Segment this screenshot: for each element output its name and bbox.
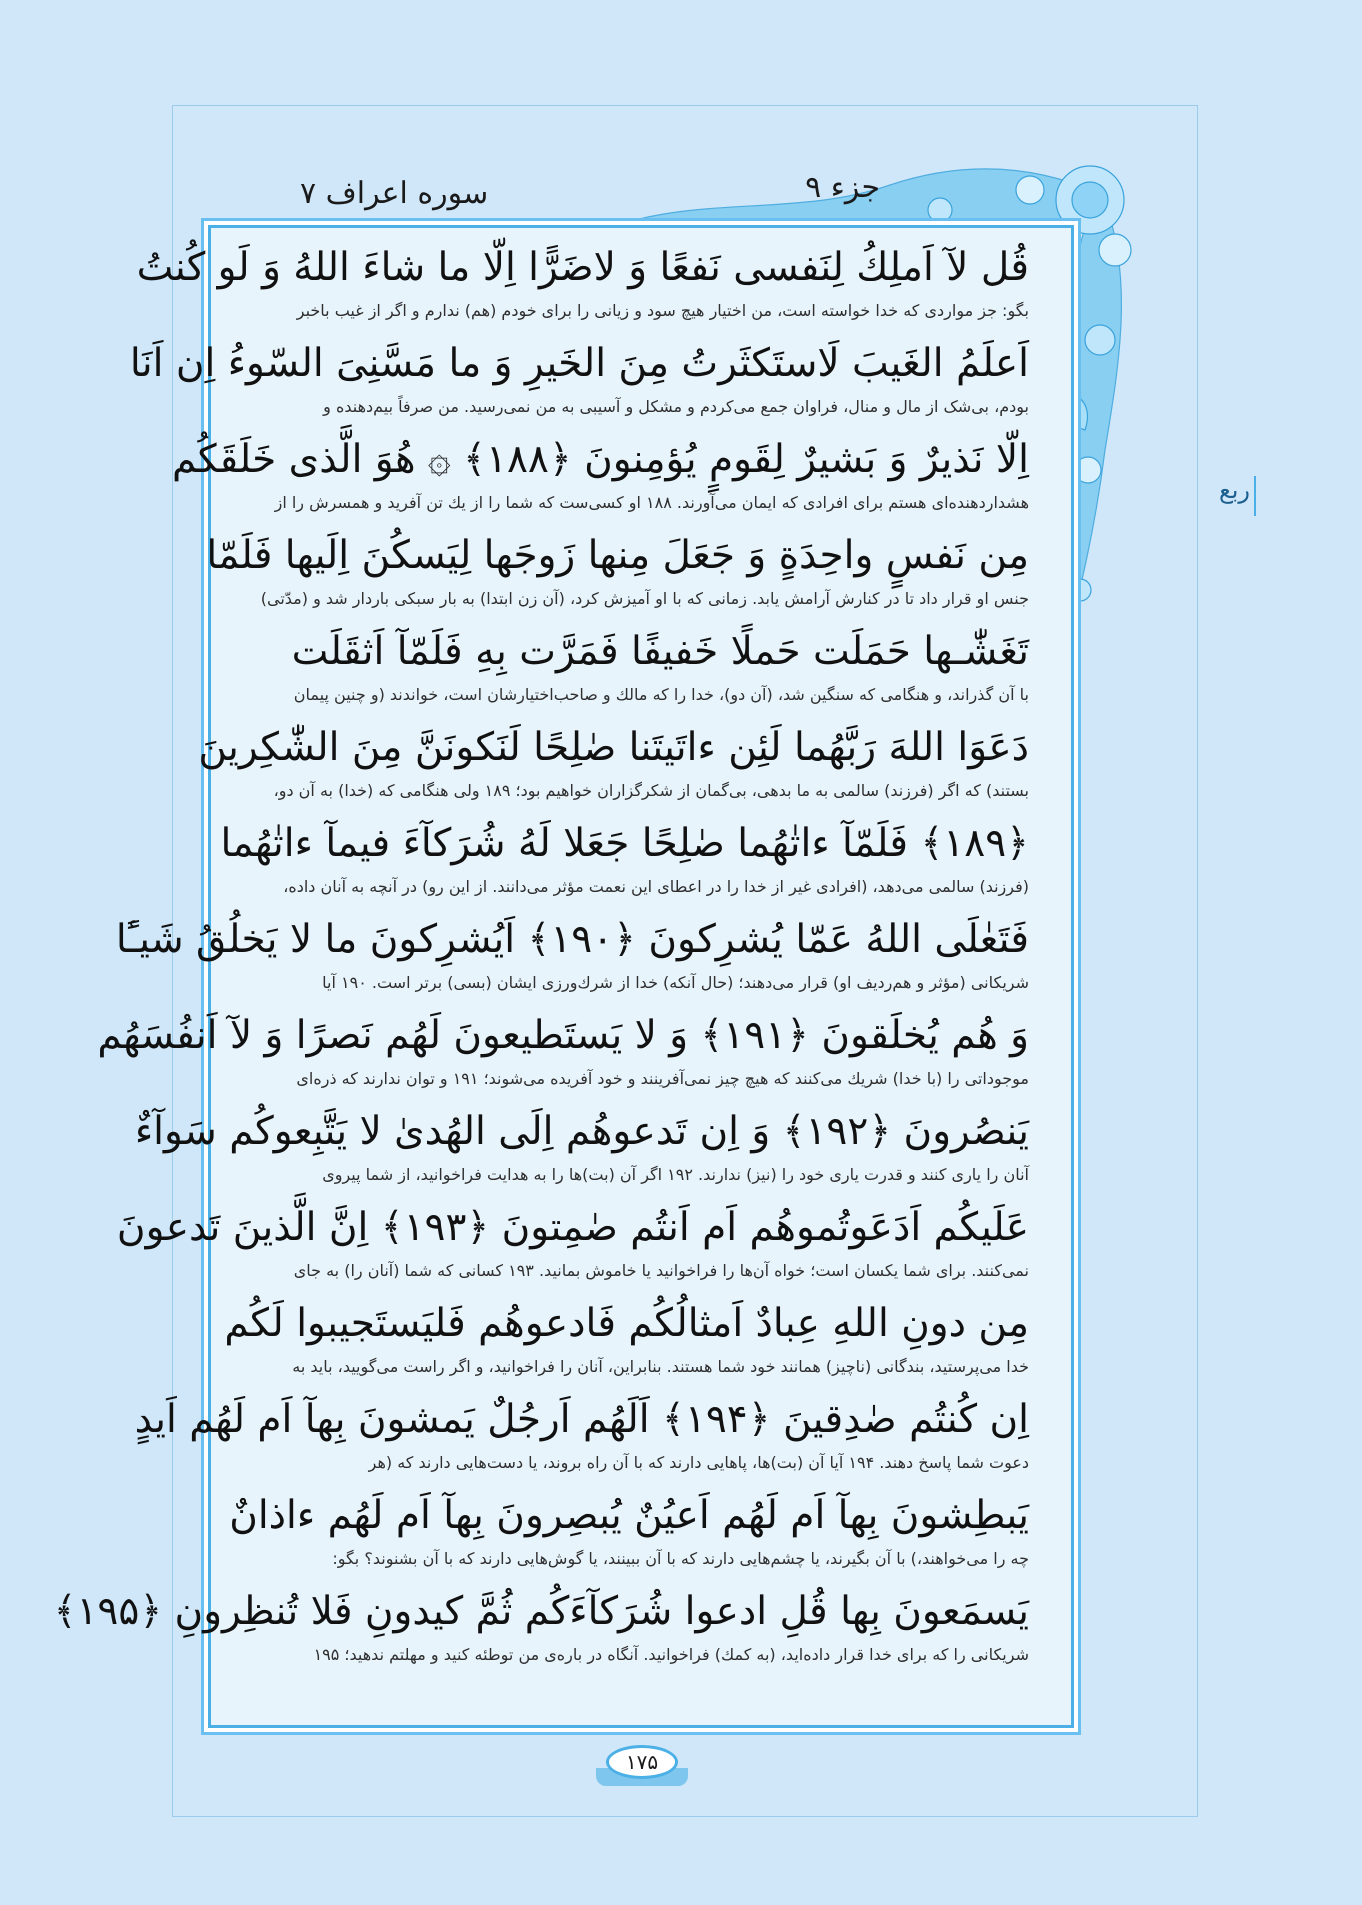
translation-line: خدا می‌پرستید، بندگانی (ناچیز) همانند خود شما هستند. بنابراین، آنان را فراخوانید، و اگر راست می‌گویید، باید به (292, 1357, 1029, 1376)
arabic-line: فَتَعٰلَی اللهُ عَمّا یُشرِکونَ ﴿۱۹۰﴾ اَیُشرِکونَ ما لا یَخلُقُ شَیـًٔا (115, 917, 1029, 962)
translation-line: موجوداتی را (با خدا) شریك می‌کنند که هیچ چیز نمی‌آفرینند و خود آفریده می‌شوند؛ ۱۹۱ و توان ندارند که ذره‌ای (296, 1069, 1029, 1088)
translation-line: با آن گذراند، و هنگامی که سنگین شد، (آن دو)، خدا را که مالك و صاحب‌اختیارشان است، خواندند (و چنین پیمان (293, 685, 1029, 704)
translation-line: شریکانی (مؤثر و هم‌ردیف او) قرار می‌دهند؛ (حال آنکه) خدا از شرك‌ورزی ایشان (بسی) برتر است. ۱۹۰ آیا (322, 973, 1029, 992)
translation-line: هشداردهنده‌ای هستم برای افرادی که ایمان می‌آورند. ۱۸۸ او کسی‌ست که شما را از یك تن آفرید و همسرش را از (274, 493, 1029, 512)
arabic-line: وَ هُم یُخلَقونَ ﴿۱۹۱﴾ وَ لا یَستَطیعونَ لَهُم نَصرًا وَ لآ اَنفُسَهُم (97, 1013, 1029, 1058)
juz-label: جزء ۹ (805, 170, 880, 205)
arabic-line: یَنصُرونَ ﴿۱۹۲﴾ وَ اِن تَدعوهُم اِلَی الهُدیٰ لا یَتَّبِعوکُم سَوآءٌ (134, 1109, 1029, 1154)
text-panel (53, 225, 1074, 1728)
arabic-line: یَسمَعونَ بِها قُلِ ادعوا شُرَکآءَکُم ثُمَّ کیدونِ فَلا تُنظِرونِ ﴿۱۹۵﴾ (53, 1589, 1029, 1634)
arabic-line: یَبطِشونَ بِهآ اَم لَهُم اَعیُنٌ یُبصِرونَ بِهآ اَم لَهُم ءاذانٌ (229, 1493, 1029, 1538)
arabic-line: اَعلَمُ الغَیبَ لَاستَکثَرتُ مِنَ الخَیرِ وَ ما مَسَّنِیَ السّوءُ اِن اَنَا (129, 341, 1029, 386)
arabic-line: عَلَیکُم اَدَعَوتُموهُم اَم اَنتُم صٰمِتونَ ﴿۱۹۳﴾ اِنَّ الَّذینَ تَدعونَ (116, 1205, 1029, 1250)
translation-line: (فرزند) سالمی می‌دهد، (افرادی غیر از خدا را در اعطای این نعمت مؤثر می‌دانند. از این رو) در آنچه به آنان داده، (283, 877, 1029, 896)
surah-label: سوره اعراف ۷ (300, 176, 489, 211)
arabic-line: اِن کُنتُم صٰدِقینَ ﴿۱۹۴﴾ اَلَهُم اَرجُلٌ یَمشونَ بِهآ اَم لَهُم اَیدٍ (134, 1397, 1029, 1442)
translation-line: بگو: جز مواردی که خدا خواسته است، من اختیار هیچ سود و زیانی را برای خودم (هم) ندارم و اگر از غیب باخبر (296, 301, 1029, 320)
translation-line: بودم، بی‌شک از مال و منال، فراوان جمع می‌کردم و مشکل و آسیبی به من نمی‌رسید. من صرفاً بیم‌دهنده و (323, 397, 1029, 416)
translation-line: نمی‌کنند. برای شما یکسان است؛ خواه آن‌ها را فراخوانید یا خاموش بمانید. ۱۹۳ کسانی که شما (آنان را) به جای (293, 1261, 1029, 1280)
arabic-line: دَعَوَا اللهَ رَبَّهُما لَئِن ءاتَیتَنا صٰلِحًا لَنَکونَنَّ مِنَ الشّٰکِرینَ (198, 725, 1029, 770)
translation-line: چه را می‌خواهند،) با آن بگیرند، یا چشم‌هایی دارند که با آن ببینند، یا گوش‌هایی دارند که با آن بشنوند؟ بگو: (332, 1549, 1029, 1568)
translation-line: دعوت شما پاسخ دهند. ۱۹۴ آیا آن (بت)ها، پاهایی دارند که با آن راه بروند، یا دست‌هایی دارند که (هر (368, 1453, 1029, 1472)
arabic-line: تَغَشّٰـها حَمَلَت حَملًا خَفیفًا فَمَرَّت بِهِ فَلَمّآ اَثقَلَت (291, 629, 1029, 674)
arabic-line: مِن دونِ اللهِ عِبادٌ اَمثالُکُم فَادعوهُم فَلیَستَجیبوا لَکُم (224, 1301, 1029, 1346)
arabic-line: مِن نَفسٍ واحِدَةٍ وَ جَعَلَ مِنها زَوجَها لِیَسکُنَ اِلَیها فَلَمّا (206, 533, 1029, 578)
translation-line: شریکانی را که برای خدا قرار داده‌اید، (به کمك) فراخوانید. آنگاه در باره‌ی من توطئه کنید و مهلتم ندهید؛ ۱۹۵ (313, 1645, 1029, 1664)
translation-line: آنان را یاری کنند و قدرت یاری خود را (نیز) ندارند. ۱۹۲ اگر آن (بت)ها را به هدایت فراخوانید، از شما پیروی (322, 1165, 1029, 1184)
translation-line: جنس او قرار داد تا در کنارش آرامش یابد. زمانی که با او آمیزش کرد، (آن زن ابتدا) به بار سبکی باردار شد و (مدّتی) (260, 589, 1029, 608)
page-number: ۱۷۵ (606, 1745, 678, 1779)
arabic-line: اِلّا نَذیرٌ وَ بَشیرٌ لِقَومٍ یُؤمِنونَ ﴿۱۸۸﴾ ۞ هُوَ الَّذی خَلَقَکُم (172, 437, 1029, 482)
page-header (300, 170, 880, 220)
translation-line: بستند) که اگر (فرزند) سالمی به ما بدهی، بی‌گمان از شکرگزاران خواهیم بود؛ ۱۸۹ ولی هنگامی که (خدا) به آن دو، (273, 781, 1029, 800)
arabic-line: قُل لآ اَملِكُ لِنَفسی نَفعًا وَ لاضَرًّا اِلّا ما شاءَ اللهُ وَ لَو کُنتُ (136, 245, 1029, 290)
rub-marker: ربع (1222, 476, 1256, 516)
arabic-line: ﴿۱۸۹﴾ فَلَمّآ ءاتٰهُما صٰلِحًا جَعَلا لَهُ شُرَکآءَ فیمآ ءاتٰهُما (220, 821, 1029, 866)
